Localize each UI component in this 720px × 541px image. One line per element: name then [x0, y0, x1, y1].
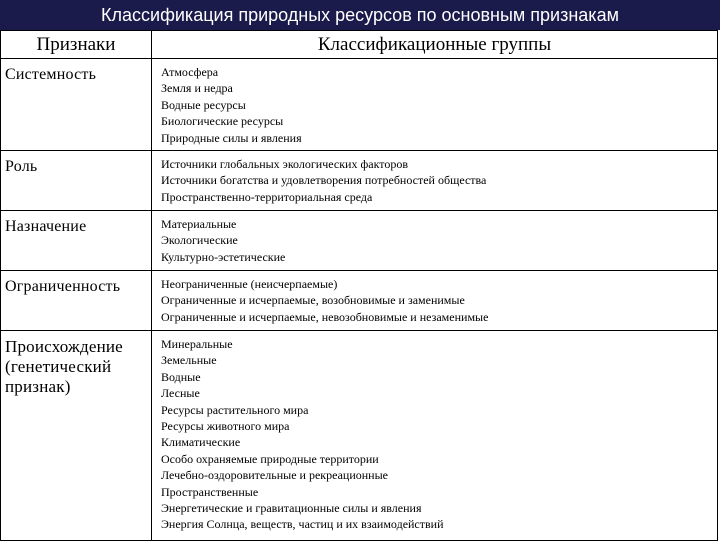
group-item: Неограниченные (неисчерпаемые)	[161, 277, 338, 291]
group-item: Пространственные	[161, 484, 259, 499]
group-item: Пространственно-территориальная среда	[161, 189, 373, 204]
group-item: Экологические	[161, 233, 238, 248]
group-item: Земельные	[161, 353, 217, 368]
feature-cell: Ограниченность	[1, 271, 152, 331]
group-item: Энергия Солнца, веществ, частиц и их взаимодействий	[161, 517, 444, 532]
group-item: Культурно-эстетические	[161, 249, 286, 264]
group-item: Атмосфера	[161, 65, 219, 79]
feature-cell: Системность	[1, 59, 152, 151]
group-item: Особо охраняемые природные территории	[161, 451, 379, 466]
group-item: Источники глобальных экологических факторов	[161, 157, 408, 171]
groups-cell	[152, 331, 718, 541]
feature-cell: Роль	[1, 151, 152, 211]
group-item: Земля и недра	[161, 81, 233, 96]
group-item: Климатические	[161, 435, 241, 450]
table-row	[1, 59, 718, 151]
group-item: Ресурсы животного мира	[161, 419, 290, 434]
header-features: Признаки	[1, 31, 152, 59]
header-groups: Классификационные группы	[152, 31, 718, 59]
groups-cell	[152, 271, 718, 331]
feature-cell: Происхождение (генетический признак)	[1, 331, 152, 541]
group-item: Ресурсы растительного мира	[161, 402, 309, 417]
table-row	[1, 271, 718, 331]
group-item: Природные силы и явления	[161, 130, 302, 145]
group-item: Ограниченные и исчерпаемые, возобновимые и заменимые	[161, 293, 465, 308]
page-title: Классификация природных ресурсов по основным признакам	[0, 0, 720, 30]
group-item: Материальные	[161, 217, 237, 231]
groups-cell	[152, 151, 718, 211]
group-item: Минеральные	[161, 337, 233, 351]
table-row	[1, 151, 718, 211]
group-item: Лечебно-оздоровительные и рекреационные	[161, 468, 388, 483]
feature-cell: Назначение	[1, 211, 152, 271]
groups-cell	[152, 59, 718, 151]
classification-table	[0, 30, 718, 541]
table-header-row	[1, 31, 718, 59]
group-item: Биологические ресурсы	[161, 114, 284, 129]
group-item: Лесные	[161, 386, 200, 401]
group-item: Источники богатства и удовлетворения потребностей общества	[161, 173, 487, 188]
group-item: Водные ресурсы	[161, 97, 246, 112]
group-item: Энергетические и гравитационные силы и явления	[161, 501, 422, 516]
table-row	[1, 211, 718, 271]
table-row	[1, 331, 718, 541]
groups-cell	[152, 211, 718, 271]
group-item: Ограниченные и исчерпаемые, невозобновимые и незаменимые	[161, 309, 489, 324]
group-item: Водные	[161, 369, 201, 384]
